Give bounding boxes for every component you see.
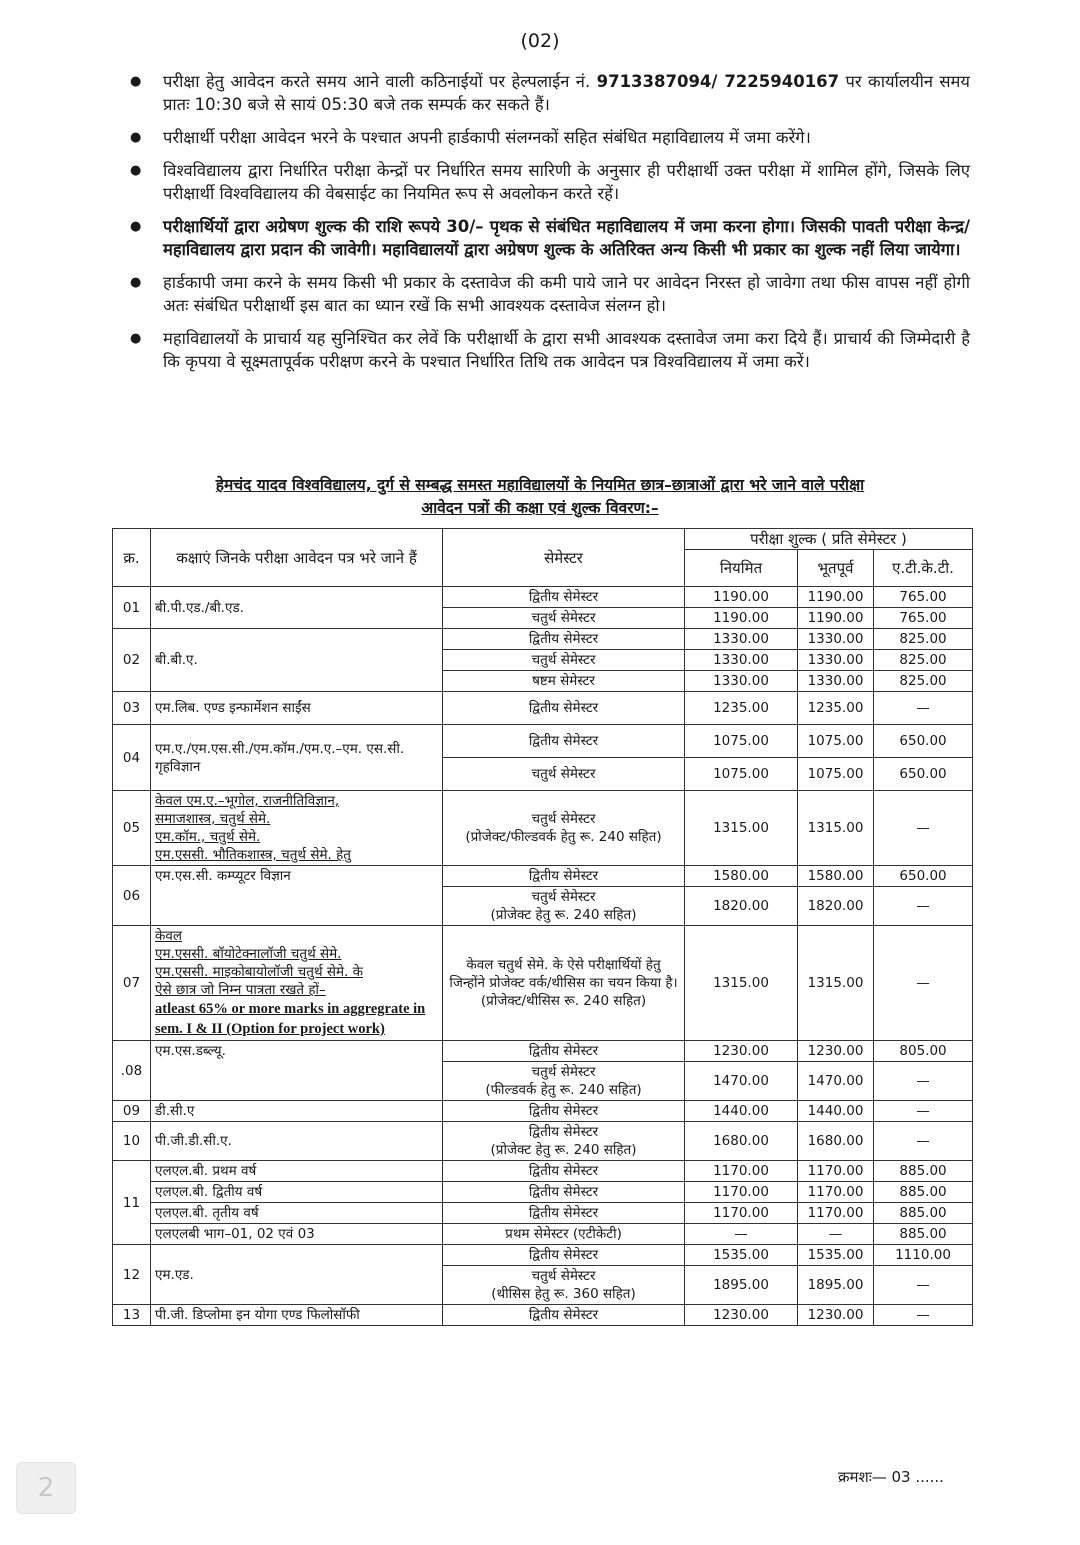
fee-ex: 1075.00 xyxy=(798,758,874,791)
fee-atkt: 765.00 xyxy=(874,587,973,608)
row-semester xyxy=(443,1062,685,1101)
course-line: एम.एससी. माइकोबायोलॉजी चतुर्थ सेमे. के xyxy=(155,964,364,980)
page-badge[interactable]: 2 xyxy=(16,1462,76,1514)
table-row xyxy=(113,1224,973,1245)
row-sno: 09 xyxy=(113,1101,151,1122)
col-header-course: कक्षाएं जिनके परीक्षा आवेदन पत्र भरे जाने हैं xyxy=(151,529,443,587)
fee-regular: 1190.00 xyxy=(685,587,798,608)
row-semester: द्वितीय सेमेस्टर xyxy=(443,725,685,758)
fee-regular: 1170.00 xyxy=(685,1182,798,1203)
table-row xyxy=(113,926,973,1041)
instruction-list xyxy=(130,70,970,383)
row-semester: द्वितीय सेमेस्टर xyxy=(443,1203,685,1224)
row-semester: षष्टम सेमेस्टर xyxy=(443,671,685,692)
semester-line: चतुर्थ सेमेस्टर xyxy=(531,1268,596,1284)
fee-atkt: — xyxy=(874,887,973,926)
course-line: ऐसे छात्र जो निम्न पात्रता रखते हों– xyxy=(155,982,326,998)
fee-regular: 1190.00 xyxy=(685,608,798,629)
row-semester: द्वितीय सेमेस्टर xyxy=(443,866,685,887)
table-row xyxy=(113,1182,973,1203)
fee-regular: 1440.00 xyxy=(685,1101,798,1122)
course-line: एम.एससी. भौतिकशास्त्र, चतुर्थ सेमे. हेतु xyxy=(155,847,351,863)
row-semester: द्वितीय सेमेस्टर xyxy=(443,629,685,650)
fee-atkt: 825.00 xyxy=(874,650,973,671)
row-semester: द्वितीय सेमेस्टर xyxy=(443,1161,685,1182)
table-row xyxy=(113,1203,973,1224)
row-course: एलएल.बी. द्वितीय वर्ष xyxy=(151,1182,443,1203)
row-sno: 10 xyxy=(113,1122,151,1161)
row-course: एम.ए./एम.एस.सी./एम.कॉम./एम.ए.–एम. एस.सी. गृहविज्ञान xyxy=(151,725,443,791)
course-line: समाजशास्त्र, चतुर्थ सेमे. xyxy=(155,811,271,827)
fee-atkt: 885.00 xyxy=(874,1161,973,1182)
row-sno: 04 xyxy=(113,725,151,791)
row-semester: द्वितीय सेमेस्टर xyxy=(443,1245,685,1266)
row-semester: चतुर्थ सेमेस्टर xyxy=(443,758,685,791)
fee-ex: 1315.00 xyxy=(798,791,874,866)
fee-regular: 1535.00 xyxy=(685,1245,798,1266)
fee-ex: 1440.00 xyxy=(798,1101,874,1122)
fee-ex: 1190.00 xyxy=(798,587,874,608)
table-row xyxy=(113,629,973,650)
fee-atkt: 650.00 xyxy=(874,725,973,758)
row-sno: .08 xyxy=(113,1041,151,1101)
fee-atkt: — xyxy=(874,1101,973,1122)
fee-regular: 1330.00 xyxy=(685,650,798,671)
bullet-text: परीक्षा हेतु आवेदन करते समय आने वाली कठिनाईयों पर हेल्पलाईन नं. xyxy=(163,72,591,91)
bullet-helpline xyxy=(130,70,970,116)
fee-ex: 1895.00 xyxy=(798,1266,874,1305)
fee-regular: 1235.00 xyxy=(685,692,798,725)
fee-regular: 1330.00 xyxy=(685,671,798,692)
fee-ex: 1170.00 xyxy=(798,1161,874,1182)
fee-regular: 1230.00 xyxy=(685,1305,798,1326)
fee-ex: 1235.00 xyxy=(798,692,874,725)
course-line: केवल xyxy=(155,928,183,944)
fee-atkt: — xyxy=(874,1122,973,1161)
fee-regular: 1315.00 xyxy=(685,926,798,1041)
bullet-text: पर कार्यालयीन समय प्रातः 10:30 बजे से सायं 05:30 बजे तक सम्पर्क कर सकते हैं। xyxy=(163,72,970,114)
table-row xyxy=(113,725,973,758)
semester-line: चतुर्थ सेमेस्टर xyxy=(531,889,596,905)
fee-ex: 1330.00 xyxy=(798,650,874,671)
row-sno: 11 xyxy=(113,1161,151,1245)
fee-regular: 1470.00 xyxy=(685,1062,798,1101)
col-header-regular: नियमित xyxy=(685,550,798,587)
row-semester: चतुर्थ सेमेस्टर xyxy=(443,650,685,671)
row-course xyxy=(151,926,443,1041)
semester-note: (प्रोजेक्ट/थीसिस रू. 240 सहित) xyxy=(480,993,647,1009)
bullet-principal: ● महाविद्यालयों के प्राचार्य यह सुनिश्चित कर लेवें कि परीक्षार्थी के द्वारा सभी आवश्यक दस्तावेज जमा करा दिये हैं। प्राचार्य की जिम्मेदारी है कि कृपया वे सूक्ष्मतापूर्वक परीक्षण करने के पश्चात निर्धारित तिथि तक आवेदन पत्र विश्वविद्यालय में जमा करें। xyxy=(130,327,970,373)
row-semester: द्वितीय सेमेस्टर xyxy=(443,587,685,608)
semester-line: चतुर्थ सेमेस्टर xyxy=(531,1064,596,1080)
fee-atkt: 805.00 xyxy=(874,1041,973,1062)
row-semester: द्वितीय सेमेस्टर xyxy=(443,1305,685,1326)
row-course: एम.एस.सी. कम्प्यूटर विज्ञान xyxy=(151,866,443,926)
row-semester xyxy=(443,887,685,926)
semester-note: (प्रोजेक्ट/फील्डवर्क हेतु रू. 240 सहित) xyxy=(465,829,662,845)
fee-table xyxy=(112,528,973,1326)
table-row xyxy=(113,692,973,725)
row-course: एम.एस.डब्ल्यू. xyxy=(151,1041,443,1101)
fee-ex: 1190.00 xyxy=(798,608,874,629)
course-line: एम.कॉम., चतुर्थ सेमे. xyxy=(155,829,261,845)
row-semester: द्वितीय सेमेस्टर xyxy=(443,1182,685,1203)
row-course: एम.लिब. एण्ड इन्फार्मेशन साईंस xyxy=(151,692,443,725)
semester-line: केवल चतुर्थ सेमे. के ऐसे परीक्षार्थियों हेतु जिन्होंने प्रोजेक्ट वर्क/थीसिस का चयन किया है। xyxy=(449,957,678,991)
row-course: एलएल.बी. तृतीय वर्ष xyxy=(151,1203,443,1224)
row-semester xyxy=(443,1266,685,1305)
row-sno: 06 xyxy=(113,866,151,926)
fee-atkt: 885.00 xyxy=(874,1224,973,1245)
table-row xyxy=(113,791,973,866)
semester-note: (प्रोजेक्ट हेतु रू. 240 सहित) xyxy=(490,907,637,923)
fee-atkt: — xyxy=(874,1062,973,1101)
bullet-exam-centre: ● विश्वविद्यालय द्वारा निर्धारित परीक्षा केन्द्रों पर निर्धारित समय सारिणी के अनुसार ही परीक्षार्थी उक्त परीक्षा में शामिल होंगे, जिसके लिए परीक्षार्थी विश्वविद्यालय की वेबसाईट का नियमित रूप से अवलोकन करते रहें। xyxy=(130,159,970,205)
row-semester: द्वितीय सेमेस्टर xyxy=(443,1041,685,1062)
row-semester: द्वितीय सेमेस्टर xyxy=(443,692,685,725)
row-sno: 01 xyxy=(113,587,151,629)
bullet-forwarding-fee: ● परीक्षार्थियों द्वारा अग्रेषण शुल्क की राशि रूपये 30/– पृथक से संबंधित महाविद्यालय में जमा करना होगा। जिसकी पावती परीक्षा केन्द्र/महाविद्यालय द्वारा प्रदान की जावेगी। महाविद्यालयों द्वारा अग्रेषण शुल्क के अतिरिक्त अन्य किसी भी प्रकार का शुल्क नहीं लिया जायेगा। xyxy=(130,215,970,261)
row-course: एलएल.बी. प्रथम वर्ष xyxy=(151,1161,443,1182)
fee-regular: 1580.00 xyxy=(685,866,798,887)
course-line: एम.एससी. बॉयोटेक्नालॉजी चतुर्थ सेमे. xyxy=(155,946,342,962)
col-header-atkt: ए.टी.के.टी. xyxy=(874,550,973,587)
course-eligibility: atleast 65% or more marks in aggregrate in sem. I & II (Option for project work) xyxy=(155,1001,426,1037)
semester-line: द्वितीय सेमेस्टर xyxy=(528,1124,599,1140)
continuation-note: क्रमशः— 03 ...... xyxy=(838,1468,944,1486)
fee-ex: 1330.00 xyxy=(798,629,874,650)
row-semester xyxy=(443,1122,685,1161)
col-header-sno: क्र. xyxy=(113,529,151,587)
fee-atkt: 885.00 xyxy=(874,1182,973,1203)
fee-ex: 1470.00 xyxy=(798,1062,874,1101)
fee-regular: 1075.00 xyxy=(685,758,798,791)
table-row xyxy=(113,587,973,608)
fee-atkt: 650.00 xyxy=(874,758,973,791)
fee-ex: 1170.00 xyxy=(798,1203,874,1224)
row-semester xyxy=(443,926,685,1041)
fee-regular: 1680.00 xyxy=(685,1122,798,1161)
semester-note: (प्रोजेक्ट हेतु रू. 240 सहित) xyxy=(490,1142,637,1158)
table-row xyxy=(113,1305,973,1326)
row-semester: चतुर्थ सेमेस्टर xyxy=(443,608,685,629)
fee-ex: 1075.00 xyxy=(798,725,874,758)
row-course: डी.सी.ए xyxy=(151,1101,443,1122)
fee-regular: 1820.00 xyxy=(685,887,798,926)
fee-regular: 1075.00 xyxy=(685,725,798,758)
heading-line-2: आवेदन पत्रों की कक्षा एवं शुल्क विवरण:– xyxy=(421,499,659,517)
course-line: केवल एम.ए.–भूगोल, राजनीतिविज्ञान, xyxy=(155,793,340,809)
row-course: बी.बी.ए. xyxy=(151,629,443,692)
table-row xyxy=(113,1245,973,1266)
fee-ex: 1535.00 xyxy=(798,1245,874,1266)
fee-atkt: — xyxy=(874,1305,973,1326)
fee-regular: 1895.00 xyxy=(685,1266,798,1305)
fee-ex: — xyxy=(798,1224,874,1245)
row-course xyxy=(151,791,443,866)
page-number: (02) xyxy=(520,30,560,52)
fee-ex: 1820.00 xyxy=(798,887,874,926)
table-row xyxy=(113,1161,973,1182)
header-row xyxy=(113,529,973,550)
row-sno: 12 xyxy=(113,1245,151,1305)
table-row xyxy=(113,1122,973,1161)
row-sno: 02 xyxy=(113,629,151,692)
fee-regular: 1330.00 xyxy=(685,629,798,650)
row-course: पी.जी.डी.सी.ए. xyxy=(151,1122,443,1161)
row-course: पी.जी. डिप्लोमा इन योगा एण्ड फिलोसॉफी xyxy=(151,1305,443,1326)
fee-ex: 1315.00 xyxy=(798,926,874,1041)
helpline-number: 9713387094/ 7225940167 xyxy=(596,72,840,91)
fee-atkt: — xyxy=(874,791,973,866)
row-semester: द्वितीय सेमेस्टर xyxy=(443,1101,685,1122)
fee-atkt: 825.00 xyxy=(874,671,973,692)
table-row xyxy=(113,1041,973,1062)
col-header-ex: भूतपूर्व xyxy=(798,550,874,587)
col-header-semester: सेमेस्टर xyxy=(443,529,685,587)
fee-atkt: 765.00 xyxy=(874,608,973,629)
fee-ex: 1230.00 xyxy=(798,1305,874,1326)
heading-line-1: हेमचंद यादव विश्वविद्यालय, दुर्ग से सम्बद्ध समस्त महाविद्यालयों के नियमित छात्र–छात्राओं द्वारा भरे जाने वाले परीक्षा xyxy=(215,476,865,494)
fee-atkt: 1110.00 xyxy=(874,1245,973,1266)
fee-ex: 1580.00 xyxy=(798,866,874,887)
fee-ex: 1680.00 xyxy=(798,1122,874,1161)
row-semester: प्रथम सेमेस्टर (एटीकेटी) xyxy=(443,1224,685,1245)
row-course: एलएलबी भाग–01, 02 एवं 03 xyxy=(151,1224,443,1245)
fee-atkt: — xyxy=(874,692,973,725)
table-row xyxy=(113,866,973,887)
row-course: बी.पी.एड./बी.एड. xyxy=(151,587,443,629)
fee-atkt: — xyxy=(874,926,973,1041)
row-course: एम.एड. xyxy=(151,1245,443,1305)
table-row xyxy=(113,1101,973,1122)
fee-regular: — xyxy=(685,1224,798,1245)
row-semester xyxy=(443,791,685,866)
fee-atkt: 885.00 xyxy=(874,1203,973,1224)
row-sno: 03 xyxy=(113,692,151,725)
fee-regular: 1315.00 xyxy=(685,791,798,866)
fee-regular: 1170.00 xyxy=(685,1203,798,1224)
fee-atkt: — xyxy=(874,1266,973,1305)
table-heading xyxy=(110,474,970,520)
fee-ex: 1330.00 xyxy=(798,671,874,692)
fee-atkt: 825.00 xyxy=(874,629,973,650)
fee-atkt: 650.00 xyxy=(874,866,973,887)
col-header-fee: परीक्षा शुल्क ( प्रति सेमेस्टर ) xyxy=(685,529,973,550)
semester-line: चतुर्थ सेमेस्टर xyxy=(531,811,596,827)
row-sno: 07 xyxy=(113,926,151,1041)
row-sno: 13 xyxy=(113,1305,151,1326)
row-sno: 05 xyxy=(113,791,151,866)
fee-regular: 1170.00 xyxy=(685,1161,798,1182)
fee-ex: 1170.00 xyxy=(798,1182,874,1203)
semester-note: (फील्डवर्क हेतु रू. 240 सहित) xyxy=(485,1082,642,1098)
bullet-hardcopy: ● परीक्षार्थी परीक्षा आवेदन भरने के पश्चात अपनी हार्डकापी संलग्नकों सहित संबंधित महाविद्यालय में जमा करेंगे। xyxy=(130,126,970,149)
semester-note: (थीसिस हेतु रू. 360 सहित) xyxy=(491,1286,636,1302)
bullet-documents: ● हार्डकापी जमा करने के समय किसी भी प्रकार के दस्तावेज की कमी पाये जाने पर आवेदन निरस्त हो जावेगा तथा फीस वापस नहीं होगी अतः संबंधित परीक्षार्थी इस बात का ध्यान रखें कि सभी आवश्यक दस्तावेज संलग्न हो। xyxy=(130,271,970,317)
fee-ex: 1230.00 xyxy=(798,1041,874,1062)
fee-regular: 1230.00 xyxy=(685,1041,798,1062)
